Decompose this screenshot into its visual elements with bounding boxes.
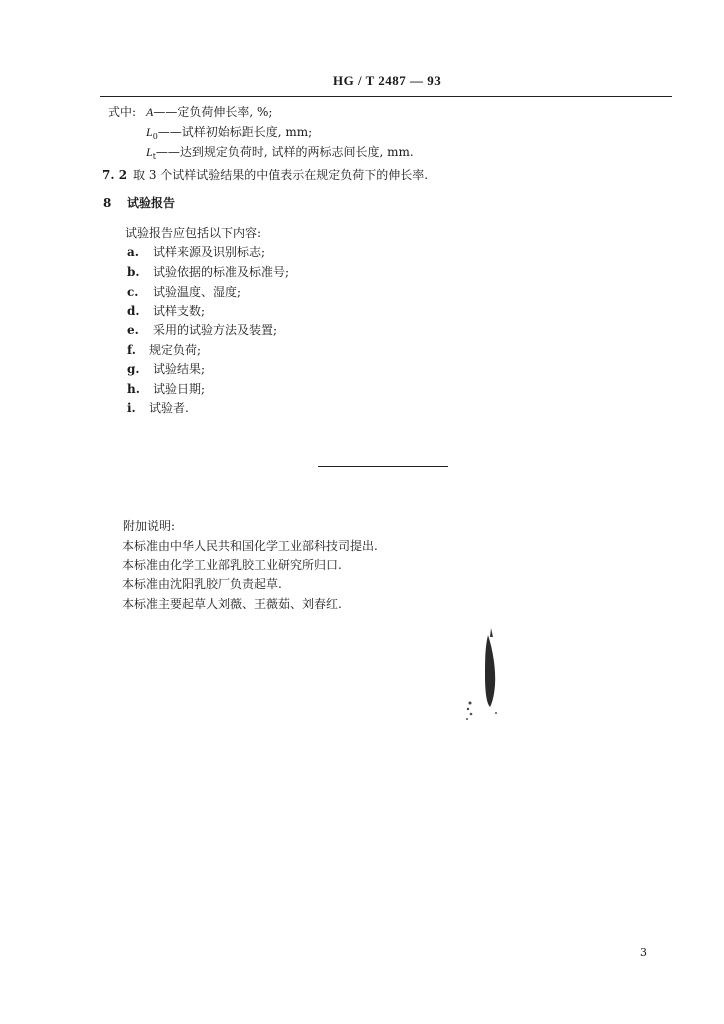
standard-code-header: HG / T 2487 — 93	[333, 73, 442, 88]
formula-legend-intro: 式中:	[108, 105, 137, 119]
list-letter: a.	[127, 245, 139, 259]
header-rule	[100, 96, 672, 97]
list-letter: e.	[127, 323, 139, 337]
appendix-line: 本标准由沈阳乳胶厂负责起草.	[122, 577, 282, 591]
list-text: 试验温度、湿度;	[153, 285, 242, 299]
list-letter: i.	[127, 401, 136, 415]
list-text: 试样支数;	[153, 304, 206, 318]
list-item	[127, 265, 289, 279]
list-item	[127, 401, 189, 415]
section-intro: 试验报告应包括以下内容:	[125, 226, 262, 240]
legend-item-l0	[146, 125, 312, 144]
legend-item-lt	[146, 145, 414, 164]
list-letter: f.	[127, 343, 136, 357]
list-letter: h.	[127, 382, 140, 396]
scan-smudge-mark	[460, 625, 510, 725]
section-number: 8	[103, 196, 112, 210]
list-text: 试验者.	[149, 401, 189, 415]
list-item	[127, 285, 241, 299]
legend-item-a	[146, 105, 272, 124]
legend-symbol: L	[146, 125, 153, 139]
list-letter: b.	[127, 265, 140, 279]
appendix-line: 本标准主要起草人刘薇、王薇茹、刘春红.	[122, 597, 342, 611]
list-text: 试验依据的标准及标准号;	[153, 265, 290, 279]
appendix-line: 本标准由中华人民共和国化学工业部科技司提出.	[122, 539, 378, 553]
legend-symbol: L	[146, 145, 153, 159]
list-item	[127, 245, 265, 259]
list-text: 采用的试验方法及装置;	[153, 323, 278, 337]
list-letter: c.	[127, 285, 139, 299]
legend-subscript: 0	[152, 132, 158, 141]
section-title: 试验报告	[127, 196, 176, 210]
list-text: 试验日期;	[153, 382, 206, 396]
page-number: 3	[640, 946, 647, 959]
end-of-text-rule	[318, 466, 448, 467]
appendix-line: 本标准由化学工业部乳胶工业研究所归口.	[122, 558, 342, 572]
list-text: 规定负荷;	[149, 343, 202, 357]
legend-symbol: A	[146, 105, 154, 119]
list-item	[127, 343, 201, 357]
clause-number: 7. 2	[102, 168, 128, 182]
list-letter: g.	[127, 362, 140, 376]
list-item	[127, 362, 205, 376]
list-text: 试样来源及识别标志;	[153, 245, 266, 259]
legend-text: ——达到规定负荷时, 试样的两标志间长度, mm.	[155, 145, 414, 159]
list-item	[127, 304, 205, 318]
legend-text: ——定负荷伸长率, %;	[153, 105, 273, 119]
list-text: 试验结果;	[153, 362, 206, 376]
list-letter: d.	[127, 304, 140, 318]
legend-text: ——试样初始标距长度, mm;	[157, 125, 313, 139]
list-item	[127, 382, 205, 396]
clause-text: 取 3 个试样试验结果的中值表示在规定负荷下的伸长率.	[133, 168, 429, 182]
legend-subscript: t	[152, 152, 156, 161]
list-item	[127, 323, 277, 337]
appendix-title: 附加说明:	[123, 519, 176, 533]
